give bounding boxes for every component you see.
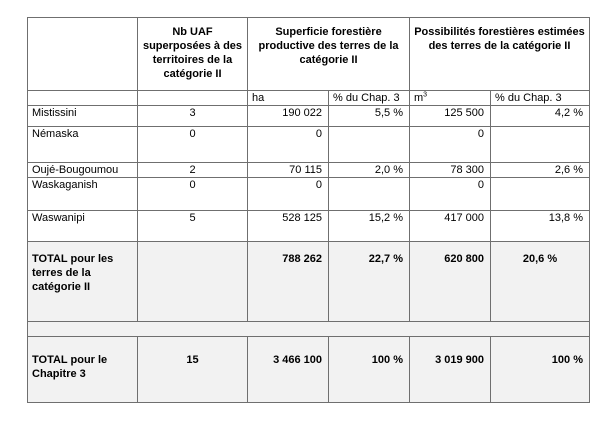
row-pct1 — [329, 127, 410, 163]
row-ha: 528 125 — [248, 211, 329, 242]
row-nb: 5 — [138, 211, 248, 242]
table-row — [28, 127, 590, 163]
table-row — [28, 106, 590, 127]
header-superficie: Superficie forestière productive des terres de la catégorie II — [248, 18, 410, 91]
row-nb: 2 — [138, 163, 248, 178]
row-pct2: 2,6 % — [491, 163, 590, 178]
total-cat2-nb — [138, 242, 248, 322]
table-row — [28, 163, 590, 178]
row-pct1: 15,2 % — [329, 211, 410, 242]
row-name: Némaska — [28, 127, 138, 163]
row-name: Oujé-Bougoumou — [28, 163, 138, 178]
subheader-pct-chap3-1: % du Chap. 3 — [329, 91, 410, 106]
row-ha: 0 — [248, 127, 329, 163]
forest-table — [27, 17, 590, 403]
row-nb: 0 — [138, 127, 248, 163]
row-pct2: 13,8 % — [491, 211, 590, 242]
subheader-m3 — [410, 91, 491, 106]
total-chap-pct1: 100 % — [329, 337, 410, 403]
subheader-empty-2 — [138, 91, 248, 106]
row-pct2 — [491, 127, 590, 163]
total-chap-m3: 3 019 900 — [410, 337, 491, 403]
row-name: Waswanipi — [28, 211, 138, 242]
header-nb-uaf: Nb UAF superposées à des territoires de la catégorie II — [138, 18, 248, 91]
subheader-m-exponent: 3 — [423, 91, 428, 99]
total-chap-name: TOTAL pour le Chapitre 3 — [28, 337, 138, 403]
row-pct1: 2,0 % — [329, 163, 410, 178]
total-chap-pct2: 100 % — [491, 337, 590, 403]
total-cat2-pct2: 20,6 % — [491, 242, 590, 322]
row-m3: 417 000 — [410, 211, 491, 242]
total-cat2-pct1: 22,7 % — [329, 242, 410, 322]
total-cat2-ha: 788 262 — [248, 242, 329, 322]
total-chap-nb: 15 — [138, 337, 248, 403]
total-cat2-name: TOTAL pour les terres de la catégorie II — [28, 242, 138, 322]
separator-cell — [28, 322, 590, 337]
subheader-m-text: m — [414, 92, 424, 104]
subheader-row — [28, 91, 590, 106]
total-chapitre-row — [28, 337, 590, 403]
subheader-pct-chap3-2: % du Chap. 3 — [491, 91, 590, 106]
header-row — [28, 18, 590, 91]
row-pct1: 5,5 % — [329, 106, 410, 127]
header-possibilites: Possibilités forestières estimées des terres de la catégorie II — [410, 18, 590, 91]
separator-row — [28, 322, 590, 337]
row-ha: 190 022 — [248, 106, 329, 127]
row-m3: 78 300 — [410, 163, 491, 178]
row-ha: 0 — [248, 178, 329, 211]
subheader-empty-1 — [28, 91, 138, 106]
row-nb: 3 — [138, 106, 248, 127]
row-pct2 — [491, 178, 590, 211]
table-row — [28, 211, 590, 242]
row-nb: 0 — [138, 178, 248, 211]
table-row — [28, 178, 590, 211]
row-pct2: 4,2 % — [491, 106, 590, 127]
row-ha: 70 115 — [248, 163, 329, 178]
total-category-ii-row — [28, 242, 590, 322]
row-m3: 0 — [410, 178, 491, 211]
header-empty — [28, 18, 138, 91]
row-name: Mistissini — [28, 106, 138, 127]
row-m3: 125 500 — [410, 106, 491, 127]
total-cat2-m3: 620 800 — [410, 242, 491, 322]
row-name: Waskaganish — [28, 178, 138, 211]
subheader-ha: ha — [248, 91, 329, 106]
row-m3: 0 — [410, 127, 491, 163]
row-pct1 — [329, 178, 410, 211]
total-chap-ha: 3 466 100 — [248, 337, 329, 403]
